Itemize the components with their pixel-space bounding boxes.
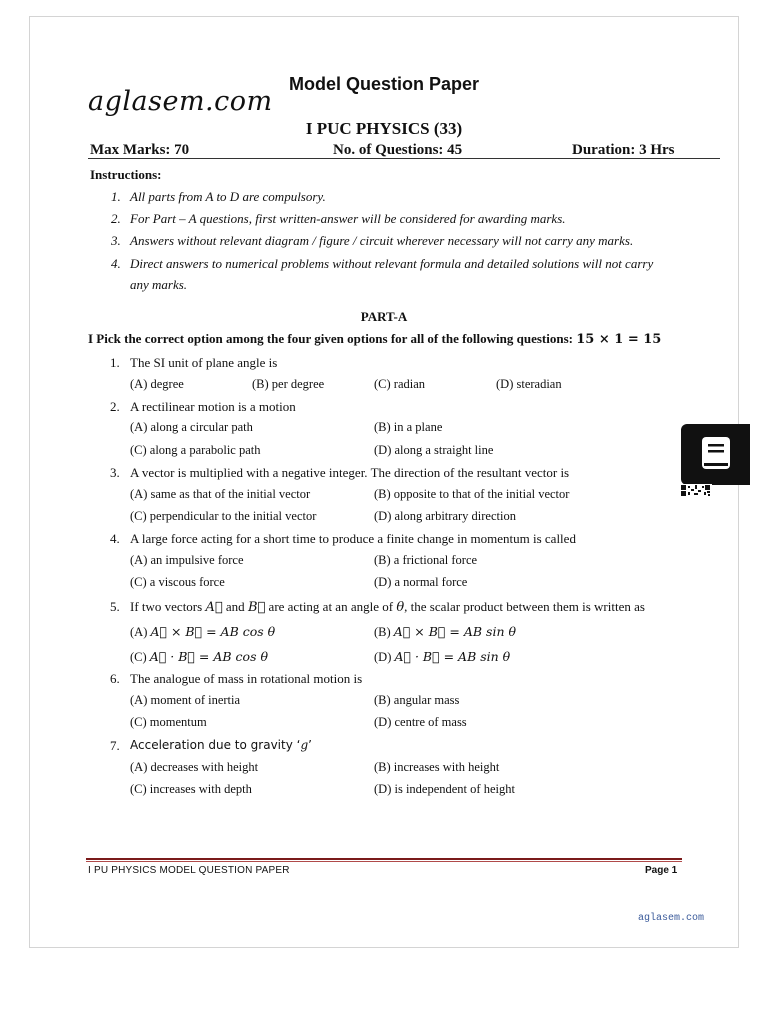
- question-text: A large force acting for a short time to produce a finite change in momentum is called: [130, 531, 576, 546]
- option-d: (D) is independent of height: [374, 782, 515, 796]
- instruction-text: Direct answers to numerical problems without relevant formula and detailed solutions will not carry: [130, 256, 654, 271]
- option-c: (C) momentum: [130, 715, 207, 729]
- qr-code-icon: [680, 484, 712, 497]
- option-formula: A⃗ · B⃗ = AB cos θ: [149, 649, 268, 664]
- subject-title: I PUC PHYSICS (33): [305, 119, 463, 138]
- theta-symbol: θ: [396, 600, 405, 615]
- option-c: [130, 649, 268, 665]
- option-d: (D) along arbitrary direction: [374, 509, 516, 523]
- option-b: (B) increases with height: [374, 760, 500, 774]
- header-rule: [88, 158, 720, 159]
- instruction-text: For Part – A questions, first written-answer will be considered for awarding marks.: [130, 211, 566, 226]
- option-c: (C) along a parabolic path: [130, 443, 261, 457]
- question-text-part: are acting at an angle of: [265, 599, 397, 614]
- document-title: Model Question Paper: [288, 74, 480, 94]
- question-text: A vector is multiplied with a negative integer. The direction of the resultant vector is: [130, 465, 570, 480]
- instruction-text-continued: any marks.: [130, 277, 188, 292]
- question-text-part: ’: [308, 738, 312, 752]
- option-a: (A) along a circular path: [130, 420, 253, 434]
- option-c: (C) radian: [374, 377, 426, 391]
- question-count: No. of Questions: 45: [333, 142, 463, 158]
- instruction-text: Answers without relevant diagram / figure / circuit wherever necessary will not carry any marks.: [130, 233, 634, 248]
- instruction-number: 4.: [111, 256, 121, 271]
- option-b: (B) in a plane: [374, 420, 443, 434]
- instruction-text: All parts from A to D are compulsory.: [130, 189, 326, 204]
- duration: Duration: 3 Hrs: [572, 142, 675, 158]
- vector-a: A⃗: [205, 600, 223, 615]
- vector-b: B⃗: [247, 600, 266, 615]
- option-a: [130, 624, 275, 640]
- option-b: [374, 624, 516, 640]
- question-text-part: If two vectors: [130, 599, 206, 614]
- question-text: [130, 599, 645, 615]
- question-number: 2.: [110, 399, 120, 414]
- question-number: 4.: [110, 531, 120, 546]
- option-a: (A) degree: [130, 377, 184, 391]
- floating-book-button[interactable]: [681, 424, 750, 485]
- instructions-heading: Instructions:: [90, 167, 162, 182]
- book-icon: [681, 424, 750, 485]
- option-label: (D): [374, 650, 395, 664]
- question-number: 5.: [110, 599, 120, 614]
- max-marks: Max Marks: 70: [90, 142, 190, 158]
- question-text-part: Acceleration due to gravity ‘: [130, 738, 301, 752]
- question-number: 7.: [110, 738, 120, 753]
- g-symbol: g: [300, 738, 309, 752]
- section-prefix: I Pick the correct option among the four given options for all of the following questions:: [88, 331, 577, 346]
- question-number: 6.: [110, 671, 120, 686]
- option-label: (B): [374, 625, 394, 639]
- question-text: The SI unit of plane angle is: [130, 355, 278, 370]
- part-heading: PART-A: [360, 309, 408, 324]
- option-a: (A) same as that of the initial vector: [130, 487, 311, 501]
- option-c: (C) increases with depth: [130, 782, 252, 796]
- site-logo: aglasem.com: [88, 86, 273, 117]
- question-number: 3.: [110, 465, 120, 480]
- option-b: (B) angular mass: [374, 693, 460, 707]
- question-text-part: and: [222, 599, 248, 614]
- footer-title: I PU PHYSICS MODEL QUESTION PAPER: [88, 865, 290, 876]
- question-number: 1.: [110, 355, 120, 370]
- option-formula: A⃗ × B⃗ = AB sin θ: [393, 624, 517, 639]
- option-d: (D) steradian: [496, 377, 562, 391]
- question-text: A rectilinear motion is a motion: [130, 399, 296, 414]
- instruction-number: 2.: [111, 211, 121, 226]
- instruction-number: 1.: [111, 189, 121, 204]
- footer-rule: [86, 858, 682, 860]
- option-d: (D) centre of mass: [374, 715, 467, 729]
- option-label: (A): [130, 625, 151, 639]
- option-b: (B) per degree: [252, 377, 325, 391]
- page-number: Page 1: [645, 865, 678, 876]
- instruction-number: 3.: [111, 233, 121, 248]
- option-formula: A⃗ · B⃗ = AB sin θ: [394, 649, 511, 664]
- option-d: (D) along a straight line: [374, 443, 494, 457]
- question-text: [130, 738, 312, 752]
- option-label: (C): [130, 650, 150, 664]
- section-marks: 15 × 1 = 15: [576, 332, 662, 347]
- option-formula: A⃗ × B⃗ = AB cos θ: [150, 624, 276, 639]
- option-a: (A) moment of inertia: [130, 693, 241, 707]
- option-b: (B) opposite to that of the initial vector: [374, 487, 570, 501]
- option-b: (B) a frictional force: [374, 553, 478, 567]
- option-c: (C) a viscous force: [130, 575, 225, 589]
- watermark-link[interactable]: aglasem.com: [638, 913, 705, 924]
- section-heading: [88, 331, 661, 347]
- option-c: (C) perpendicular to the initial vector: [130, 509, 317, 523]
- question-text-part: , the scalar product between them is written as: [404, 599, 645, 614]
- question-text: The analogue of mass in rotational motion is: [130, 671, 363, 686]
- option-a: (A) decreases with height: [130, 760, 259, 774]
- option-d: [374, 649, 510, 665]
- option-d: (D) a normal force: [374, 575, 468, 589]
- option-a: (A) an impulsive force: [130, 553, 244, 567]
- footer-rule-thin: [86, 861, 682, 862]
